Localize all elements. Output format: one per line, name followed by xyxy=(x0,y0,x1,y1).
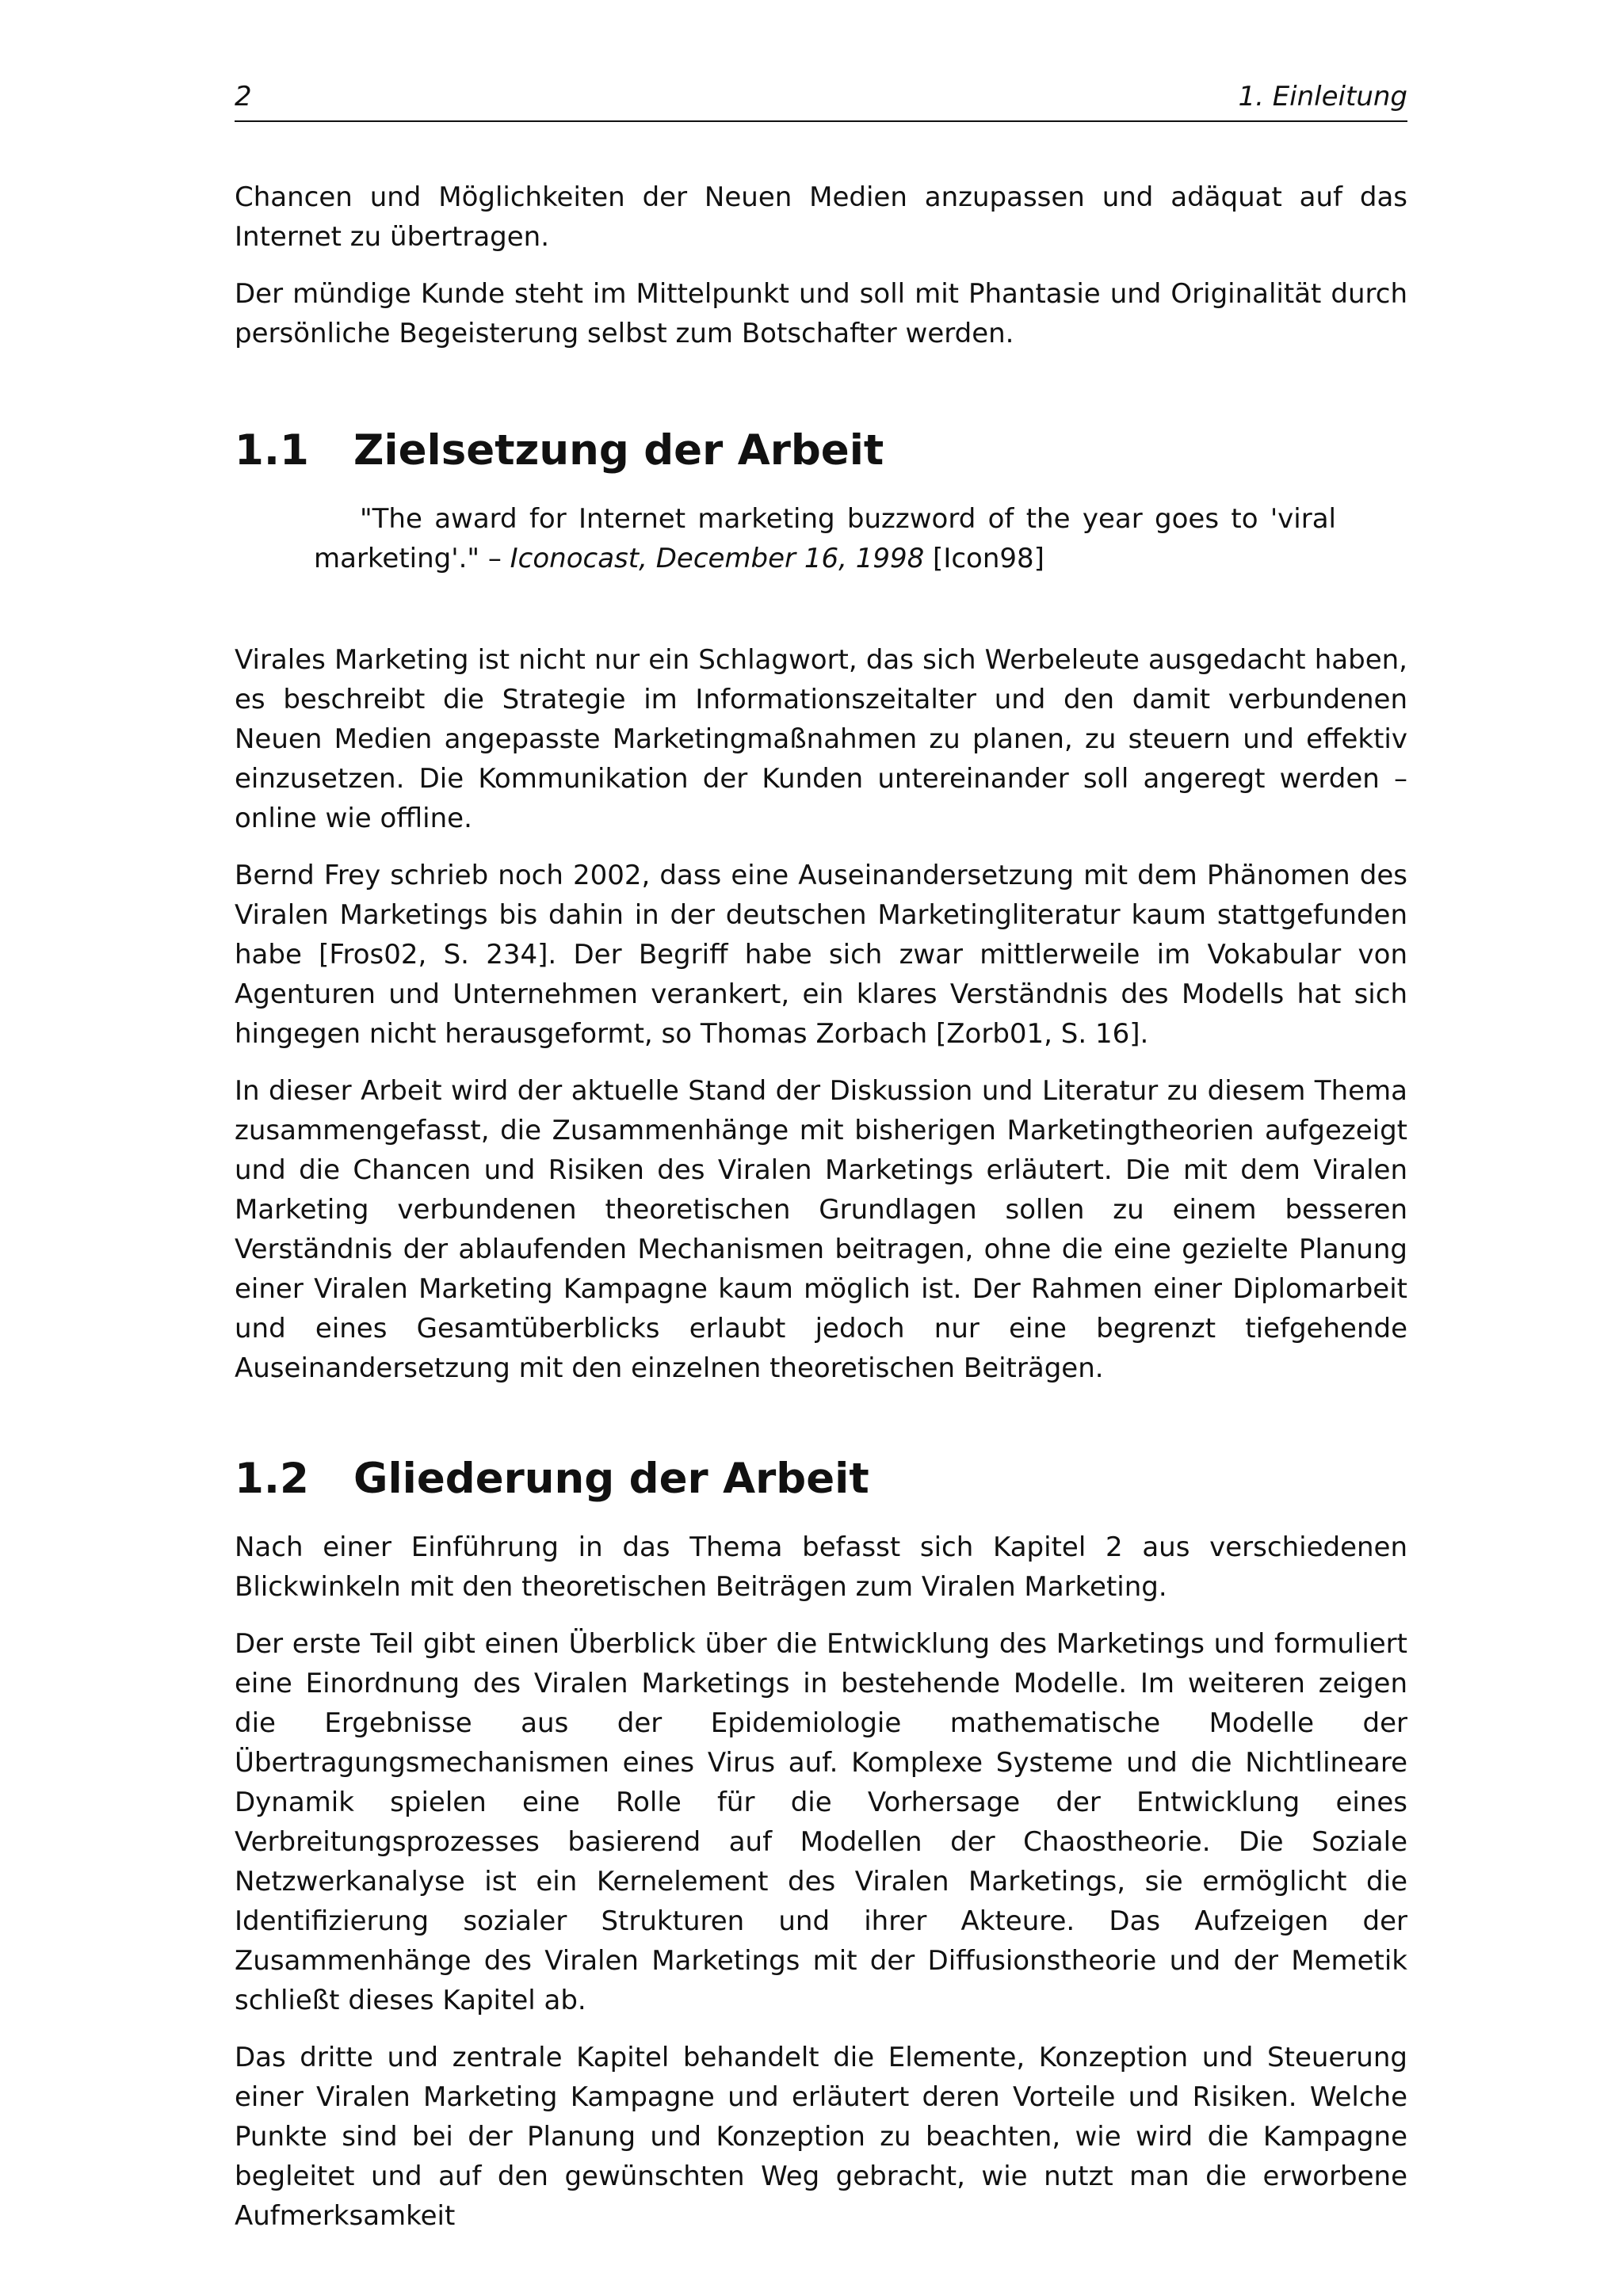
body-paragraph: Bernd Frey schrieb noch 2002, dass eine Auseinandersetzung mit dem Phänomen des Viralen Marketings bis dahin in der deutschen Marketingliteratur kaum stattgefunden habe [Fros02, S. 234]. Der Begriff habe sich zwar mittlerweile im Vokabular von Agenturen und Unternehmen verankert, ein klares Verständnis des Modells hat sich hingegen nicht herausgeformt, so Thomas Zorbach [Zorb01, S. 16]. xyxy=(235,860,1407,1050)
running-header xyxy=(235,79,1407,122)
section-number: 1.2 xyxy=(235,1455,309,1503)
quote-source: Iconocast, December 16, 1998 xyxy=(510,543,925,574)
page-number: 2 xyxy=(235,81,252,113)
section-number: 1.1 xyxy=(235,426,309,475)
section-heading-1-1 xyxy=(235,423,1407,479)
document-page xyxy=(235,79,1407,2236)
quote-text: "The award for Internet marketing buzzword of the year goes to 'viral marketing'." – xyxy=(314,503,1336,574)
body-paragraph: Nach einer Einführung in das Thema befasst sich Kapitel 2 aus verschiedenen Blickwinkeln mit den theoretischen Beiträgen zum Viralen Marketing. xyxy=(235,1531,1407,1603)
body-paragraph: In dieser Arbeit wird der aktuelle Stand der Diskussion und Literatur zu diesem Thema zusammengefasst, die Zusammenhänge mit bisherigen Marketingtheorien aufgezeigt und die Chancen und Risiken des Viralen Marketings erläutert. Die mit dem Viralen Marketing verbundenen theoretischen Grundlagen sollen zu einem besseren Verständnis der ablaufenden Mechanismen beitragen, ohne die eine gezielte Planung einer Viralen Marketing Kampagne kaum möglich ist. Der Rahmen einer Diplomarbeit und eines Gesamtüberblicks erlaubt jedoch nur eine begrenzt tiefgehende Auseinandersetzung mit den einzelnen theoretischen Beiträgen. xyxy=(235,1075,1407,1384)
epigraph-quote xyxy=(314,499,1336,578)
section-title: Gliederung der Arbeit xyxy=(353,1455,869,1503)
intro-paragraph-1: Chancen und Möglichkeiten der Neuen Medien anzupassen und adäquat auf das Internet zu übertragen. xyxy=(235,181,1407,253)
chapter-title: 1. Einleitung xyxy=(1238,81,1407,113)
body-paragraph: Virales Marketing ist nicht nur ein Schlagwort, das sich Werbeleute ausgedacht haben, es beschreibt die Strategie im Informationszeitalter und den damit verbundenen Neuen Medien angepasste Marketingmaßnahmen zu planen, zu steuern und effektiv einzusetzen. Die Kommunikation der Kunden untereinander soll angeregt werden – online wie offline. xyxy=(235,644,1407,834)
quote-citation: [Icon98] xyxy=(924,543,1044,574)
intro-paragraph-2: Der mündige Kunde steht im Mittelpunkt und soll mit Phantasie und Originalität durch persönliche Begeisterung selbst zum Botschafter werden. xyxy=(235,278,1407,349)
body-paragraph: Das dritte und zentrale Kapitel behandelt die Elemente, Konzeption und Steuerung einer Viralen Marketing Kampagne und erläutert deren Vorteile und Risiken. Welche Punkte sind bei der Planung und Konzeption zu beachten, wie wird die Kampagne begleitet und auf den gewünschten Weg gebracht, wie nutzt man die erworbene Aufmerksamkeit xyxy=(235,2042,1407,2232)
section-heading-1-2 xyxy=(235,1451,1407,1507)
section-title: Zielsetzung der Arbeit xyxy=(353,426,884,475)
body-paragraph: Der erste Teil gibt einen Überblick über die Entwicklung des Marketings und formuliert eine Einordnung des Viralen Marketings in bestehende Modelle. Im weiteren zeigen die Ergebnisse aus der Epidemiologie mathematische Modelle der Übertragungsmechanismen eines Virus auf. Komplexe Systeme und die Nichtlineare Dynamik spielen eine Rolle für die Vorhersage der Entwicklung eines Verbreitungsprozesses basierend auf Modellen der Chaostheorie. Die Soziale Netzwerkanalyse ist ein Kernelement des Viralen Marketings, sie ermöglicht die Identifizierung sozialer Strukturen und ihrer Akteure. Das Aufzeigen der Zusammenhänge des Viralen Marketings mit der Diffusionstheorie und der Memetik schließt dieses Kapitel ab. xyxy=(235,1628,1407,2016)
